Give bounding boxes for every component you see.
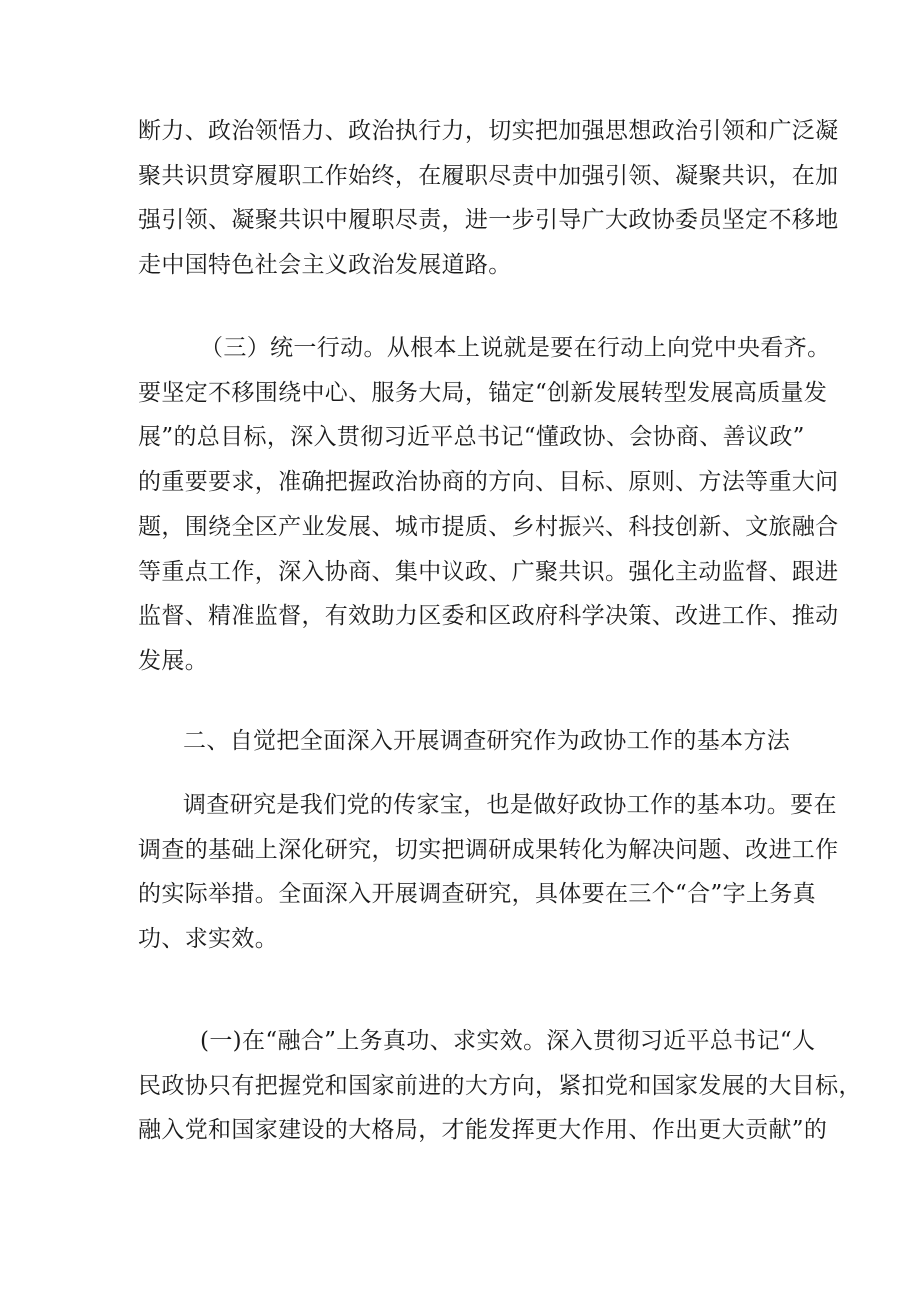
- text-line: 发展。: [138, 647, 209, 674]
- text-line: 展”的总目标，深入贯彻习近平总书记“懂政协、会协商、善议政”: [138, 424, 805, 451]
- text-line: 调查的基础上深化研究，切实把调研成果转化为解决问题、改进工作: [138, 836, 839, 863]
- text-line: 调查研究是我们党的传家宝，也是做好政协工作的基本功。要在: [183, 792, 837, 818]
- text-line: 功、求实效。: [138, 926, 279, 953]
- text-line: 走中国特色社会主义政治发展道路。: [138, 252, 512, 279]
- text-line: 等重点工作，深入协商、集中议政、广聚共识。强化主动监督、跟进: [138, 558, 839, 585]
- paragraph-research-method: [138, 783, 839, 962]
- text-line: 监督、精准监督，有效助力区委和区政府科学决策、改进工作、推动: [138, 603, 839, 630]
- paragraph-integration: [138, 1019, 862, 1153]
- text-line: 融入党和国家建设的大格局，才能发挥更大作用、作出更大贡献”的: [138, 1117, 828, 1144]
- paragraph-unified-action: [138, 326, 839, 684]
- text-line: 的实际举措。全面深入开展调查研究，具体要在三个“合”字上务真: [138, 881, 817, 908]
- text-line: 民政协只有把握党和国家前进的大方向，紧扣党和国家发展的大目标，: [138, 1072, 862, 1099]
- text-line: (一)在“融合”上务真功、求实效。深入贯彻习近平总书记“人: [200, 1028, 816, 1054]
- section-heading-text: 二、自觉把全面深入开展调查研究作为政协工作的基本方法: [183, 728, 791, 754]
- text-line: 强引领、凝聚共识中履职尽责，进一步引导广大政协委员坚定不移地: [138, 207, 839, 234]
- text-line: 聚共识贯穿履职工作始终，在履职尽责中加强引领、凝聚共识，在加: [138, 162, 839, 189]
- text-line: 要坚定不移围绕中心、服务大局，锚定“创新发展转型发展高质量发: [138, 379, 828, 406]
- text-line: 断力、政治领悟力、政治执行力，切实把加强思想政治引领和广泛凝: [138, 118, 839, 144]
- section-heading: [138, 719, 791, 764]
- text-line: 题，围绕全区产业发展、城市提质、乡村振兴、科技创新、文旅融合: [138, 513, 839, 540]
- text-line: （三）统一行动。从根本上说就是要在行动上向党中央看齐。: [200, 335, 831, 361]
- text-line: 的重要要求，准确把握政治协商的方向、目标、原则、方法等重大问: [138, 469, 839, 496]
- paragraph-political-guidance: [138, 109, 839, 288]
